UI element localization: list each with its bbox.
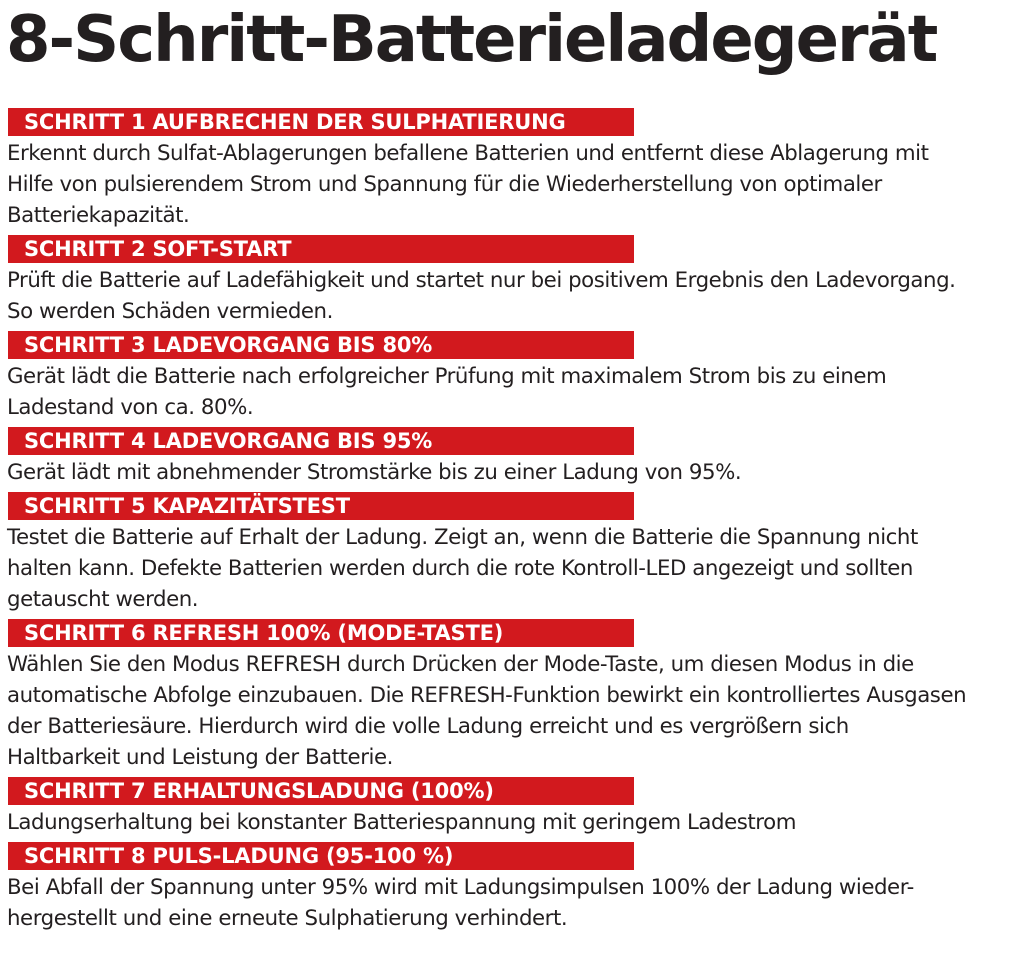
step-description	[0, 649, 1024, 773]
description-line: Batteriekapazität.	[7, 203, 190, 228]
description-line: Wählen Sie den Modus REFRESH durch Drücken der Mode-Taste, um diesen Modus in die	[7, 652, 914, 677]
step-1	[0, 108, 1024, 231]
step-header: SCHRITT 3 LADEVORGANG BIS 80%	[8, 331, 634, 359]
step-header: SCHRITT 8 PULS-LADUNG (95-100 %)	[8, 842, 634, 870]
description-line: So werden Schäden vermieden.	[7, 299, 333, 324]
description-line: getauscht werden.	[7, 587, 199, 612]
step-description	[0, 872, 1024, 934]
description-line: Ladungserhaltung bei konstanter Batteriespannung mit geringem Ladestrom	[7, 810, 796, 835]
description-line: halten kann. Defekte Batterien werden durch die rote Kontroll-LED angezeigt und sollten	[7, 556, 913, 581]
page-title: 8-Schritt-Batterieladegerät	[6, 3, 937, 77]
description-line: Bei Abfall der Spannung unter 95% wird mit Ladungsimpulsen 100% der Ladung wieder-	[7, 875, 914, 900]
step-description	[0, 457, 1024, 488]
step-description	[0, 522, 1024, 615]
step-4	[0, 427, 1024, 488]
step-7	[0, 777, 1024, 838]
description-line: automatische Abfolge einzubauen. Die REFRESH-Funktion bewirkt ein kontrolliertes Ausgasen	[7, 683, 967, 708]
description-line: Erkennt durch Sulfat-Ablagerungen befallene Batterien und entfernt diese Ablagerung mit	[7, 141, 929, 166]
description-line: Haltbarkeit und Leistung der Batterie.	[7, 745, 393, 770]
step-description	[0, 361, 1024, 423]
step-header: SCHRITT 7 ERHALTUNGSLADUNG (100%)	[8, 777, 634, 805]
description-line: Testet die Batterie auf Erhalt der Ladung. Zeigt an, wenn die Batterie die Spannung nicht	[7, 525, 918, 550]
step-description	[0, 138, 1024, 231]
step-header: SCHRITT 6 REFRESH 100% (MODE-TASTE)	[8, 619, 634, 647]
description-line: Gerät lädt die Batterie nach erfolgreicher Prüfung mit maximalem Strom bis zu einem	[7, 364, 887, 389]
step-header: SCHRITT 1 AUFBRECHEN DER SULPHATIERUNG	[8, 108, 634, 136]
steps-list	[0, 108, 1024, 938]
step-header: SCHRITT 4 LADEVORGANG BIS 95%	[8, 427, 634, 455]
step-description	[0, 265, 1024, 327]
step-6	[0, 619, 1024, 773]
step-header: SCHRITT 2 SOFT-START	[8, 235, 634, 263]
step-5	[0, 492, 1024, 615]
description-line: Ladestand von ca. 80%.	[7, 395, 254, 420]
description-line: Prüft die Batterie auf Ladefähigkeit und startet nur bei positivem Ergebnis den Ladevorgang.	[7, 268, 956, 293]
description-line: der Batteriesäure. Hierdurch wird die volle Ladung erreicht und es vergrößern sich	[7, 714, 849, 739]
step-description	[0, 807, 1024, 838]
step-3	[0, 331, 1024, 423]
description-line: Gerät lädt mit abnehmender Stromstärke bis zu einer Ladung von 95%.	[7, 460, 742, 485]
step-2	[0, 235, 1024, 327]
step-8	[0, 842, 1024, 934]
description-line: Hilfe von pulsierendem Strom und Spannung für die Wiederherstellung von optimaler	[7, 172, 882, 197]
description-line: hergestellt und eine erneute Sulphatierung verhindert.	[7, 906, 568, 931]
step-header: SCHRITT 5 KAPAZITÄTSTEST	[8, 492, 634, 520]
